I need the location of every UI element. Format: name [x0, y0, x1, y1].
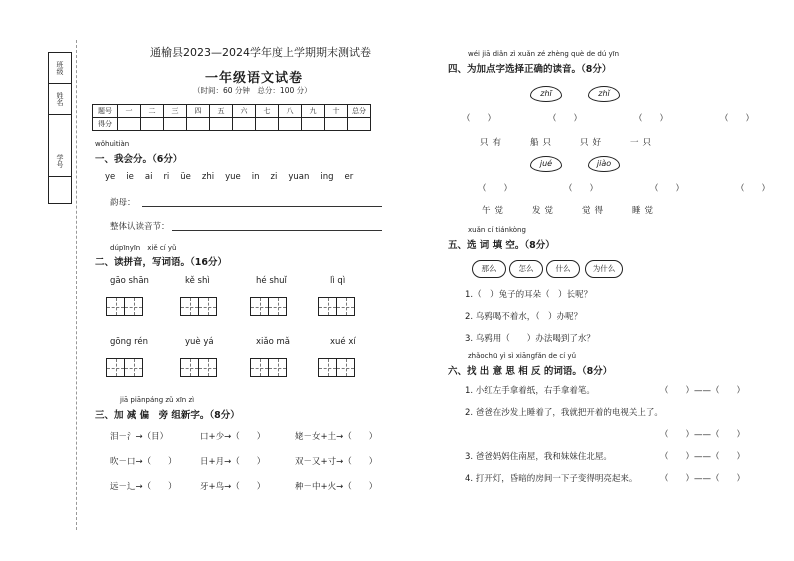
pinyin-letter: zhi	[201, 172, 215, 182]
leaf-option: zhī	[530, 86, 562, 102]
radical-item[interactable]: 远－辶→（ ）	[110, 482, 177, 492]
fill-item[interactable]: 3. 乌鸦用（ ）办法喝到了水？	[465, 334, 595, 344]
student-info-box	[48, 52, 72, 204]
antonym-pair[interactable]: （ ）——（ ）	[660, 386, 746, 396]
name-field: 姓名	[49, 84, 71, 115]
time-info: （时间：60 分钟 总分：100 分）	[193, 86, 312, 95]
score-cell[interactable]	[279, 118, 302, 131]
pinyin-letter: ye	[105, 172, 116, 182]
writing-grid[interactable]	[318, 358, 355, 377]
pinyin-letter: ing	[320, 172, 334, 182]
s6-heading: 六、找 出 意 思 相 反 的词语。（8分）	[448, 366, 613, 377]
s3-heading: 三、加 减 偏 旁 组新字。（8分）	[95, 410, 240, 421]
score-table	[92, 104, 371, 131]
writing-grid[interactable]	[250, 358, 287, 377]
radical-item[interactable]: 双－又+寸→（ ）	[295, 457, 378, 467]
pinyin-letter: üe	[180, 172, 191, 182]
score-cell[interactable]	[187, 118, 210, 131]
writing-grid[interactable]	[106, 358, 143, 377]
radical-item[interactable]: 泪－氵→（目）	[110, 432, 169, 442]
score-cell[interactable]	[302, 118, 325, 131]
s1-heading: 一、我会分。（6分）	[95, 154, 183, 165]
s2-heading: 二、读拼音，写词语。（16分）	[95, 257, 227, 268]
word-cloud: 怎么	[509, 260, 543, 278]
syllables-answer-line[interactable]	[172, 230, 382, 231]
radical-item[interactable]: 日+月→（ ）	[200, 457, 266, 467]
radical-item[interactable]: 口+少→（ ）	[200, 432, 266, 442]
pinyin-letter: yue	[225, 172, 241, 182]
score-cell[interactable]	[210, 118, 233, 131]
writing-grid[interactable]	[106, 297, 143, 316]
word-cloud: 那么	[472, 260, 506, 278]
antonym-pair[interactable]: （ ）——（ ）	[660, 452, 746, 462]
pinyin-letter: zi	[270, 172, 278, 182]
s2-pinyin: dúpīnyīn xiě cí yǔ	[110, 244, 177, 252]
finals-label: 韵母：	[110, 198, 136, 208]
letter-list	[105, 172, 353, 182]
number-field: 学号	[49, 146, 71, 177]
score-cell: 四	[187, 105, 210, 118]
score-cell[interactable]	[233, 118, 256, 131]
antonym-sentence: 1. 小红左手拿着纸，右手拿着笔。	[465, 386, 595, 396]
leaf-option: jiào	[588, 156, 620, 172]
class-field: 班级	[49, 53, 71, 84]
pinyin-word: xué xí	[330, 337, 356, 347]
pinyin-word: gōng rén	[110, 337, 149, 347]
score-cell[interactable]	[141, 118, 164, 131]
pinyin-word: lì qì	[330, 276, 346, 286]
s3-pinyin: jiā piānpáng zǔ xīn zì	[120, 396, 195, 404]
syllables-label: 整体认读音节：	[110, 222, 170, 232]
words-row-b: 午觉 发觉 觉得 睡觉	[482, 206, 658, 216]
score-cell[interactable]	[325, 118, 348, 131]
exam-title: 通榆县2023—2024学年度上学期期末测试卷	[150, 46, 371, 59]
antonym-pair[interactable]: （ ）——（ ）	[660, 430, 746, 440]
radical-item[interactable]: 吹－口→（ ）	[110, 457, 177, 467]
writing-grid[interactable]	[180, 297, 217, 316]
leaf-option: zhǐ	[588, 86, 620, 102]
pinyin-word: yuè yá	[185, 337, 214, 347]
leaf-option: jué	[530, 156, 562, 172]
pinyin-word: gāo shān	[110, 276, 149, 286]
pinyin-letter: ri	[163, 172, 170, 182]
fill-item[interactable]: 1.（ ）兔子的耳朵（ ）长呢？	[465, 290, 593, 300]
score-cell[interactable]: 得分	[93, 118, 118, 131]
s5-pinyin: xuǎn cí tiánkòng	[468, 226, 526, 234]
finals-answer-line[interactable]	[142, 206, 382, 207]
score-cell: 十	[325, 105, 348, 118]
score-cell: 五	[210, 105, 233, 118]
score-cell: 七	[256, 105, 279, 118]
pinyin-letter: ie	[126, 172, 134, 182]
pinyin-letter: er	[344, 172, 354, 182]
s1-pinyin: wǒhuìtiàn	[95, 140, 130, 148]
s4-heading: 四、为加点字选择正确的读音。（8分）	[448, 64, 612, 75]
score-cell[interactable]	[348, 118, 371, 131]
s5-heading: 五、选 词 填 空。（8分）	[448, 240, 555, 251]
s6-pinyin: zhǎochū yì sì xiāngfǎn de cí yǔ	[468, 352, 577, 360]
radical-item[interactable]: 姥－女+土→（ ）	[295, 432, 378, 442]
radical-item[interactable]: 牙+鸟→（ ）	[200, 482, 266, 492]
radical-item[interactable]: 种－中+火→（ ）	[295, 482, 378, 492]
pinyin-word: xiǎo mǎ	[256, 337, 290, 347]
fold-line	[76, 40, 77, 530]
writing-grid[interactable]	[250, 297, 287, 316]
score-cell: 题号	[93, 105, 118, 118]
score-cell[interactable]	[164, 118, 187, 131]
score-cell[interactable]	[118, 118, 141, 131]
writing-grid[interactable]	[318, 297, 355, 316]
pinyin-word: hé shuǐ	[256, 276, 287, 286]
pinyin-letter: in	[251, 172, 260, 182]
score-cell: 二	[141, 105, 164, 118]
pinyin-letter: ai	[144, 172, 153, 182]
score-cell: 一	[118, 105, 141, 118]
antonym-sentence: 4. 打开灯，昏暗的房间一下子变得明亮起来。	[465, 474, 638, 484]
antonym-pair[interactable]: （ ）——（ ）	[660, 474, 746, 484]
score-cell: 三	[164, 105, 187, 118]
writing-grid[interactable]	[180, 358, 217, 377]
words-row-a: 只有 船只 只好 一只	[480, 138, 656, 148]
s4-pinyin: wéi jiā diǎn zì xuǎn zé zhèng què de dú yīn	[468, 50, 620, 58]
answer-parens-row[interactable]: （ ） （ ） （ ） （ ）	[478, 184, 771, 194]
score-cell: 八	[279, 105, 302, 118]
score-cell: 总分	[348, 105, 371, 118]
score-cell: 九	[302, 105, 325, 118]
antonym-sentence: 2. 爸爸在沙发上睡着了，我就把开着的电视关上了。	[465, 408, 663, 418]
word-cloud: 为什么	[585, 260, 623, 278]
word-cloud: 什么	[546, 260, 580, 278]
antonym-sentence: 3. 爸爸妈妈住南屋，我和妹妹住北屋。	[465, 452, 612, 462]
pinyin-letter: yuan	[288, 172, 310, 182]
score-cell: 六	[233, 105, 256, 118]
answer-parens-row[interactable]: （ ） （ ） （ ） （ ）	[462, 114, 755, 124]
fill-item[interactable]: 2. 乌鸦喝不着水，（ ）办呢？	[465, 312, 583, 322]
paper-title: 一年级语文试卷	[205, 71, 304, 86]
score-cell[interactable]	[256, 118, 279, 131]
pinyin-word: kě shì	[185, 276, 210, 286]
